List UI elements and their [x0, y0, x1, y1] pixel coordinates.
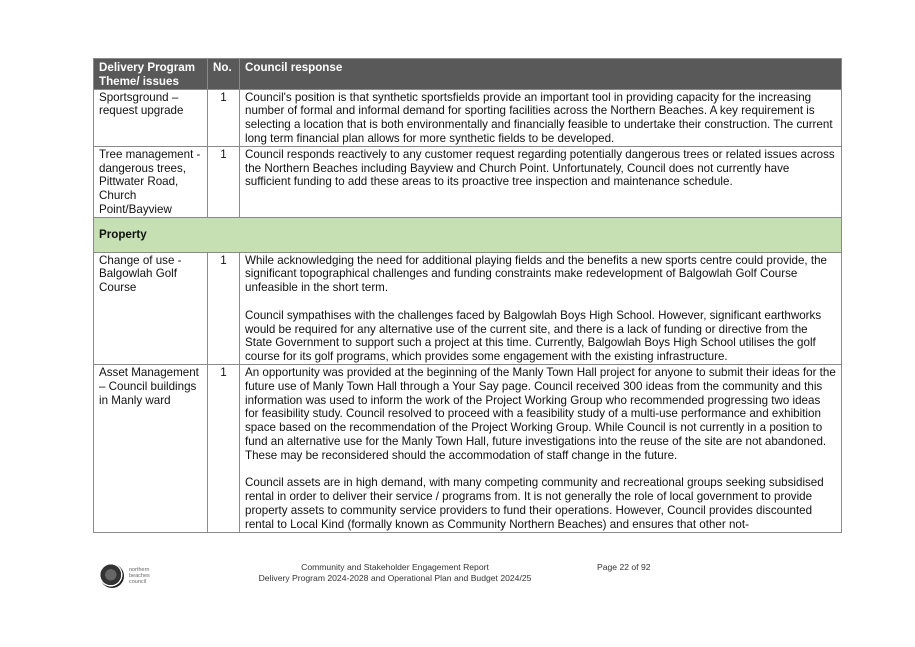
response-cell: [240, 89, 842, 146]
count-cell: 1: [208, 364, 240, 532]
table-row: [94, 364, 842, 532]
page-number: Page 22 of 92: [597, 562, 651, 572]
count-cell: 1: [208, 146, 240, 217]
response-paragraph: An opportunity was provided at the beginning of the Manly Town Hall project for anyone to submit their ideas for the future use of Manly Town Hall through a Your Say page. Council received 300 ideas from the community and this information was used to inform the work of the Project Working Group who recommended progressing two ideas for feasibility study. Council resolved to proceed with a feasibility study of a multi-use performance and exhibition space based on the recommendation of the Project Working Group. While Council is not currently in a position to fund an alternative use for the Manly Town Hall, future investigations into the reuse of the site are not abandoned. These may be reconsidered should the accommodation of staff change in the future.: [245, 365, 836, 462]
page-footer: [0, 562, 915, 592]
council-response-table: [93, 58, 842, 533]
response-paragraph: Council sympathises with the challenges faced by Balgowlah Boys High School. However, significant earthworks would be required for any alternative use of the current site, and there is a lack of funding or directive from the State Government to support such a project at this time. Currently, Balgowlah Boys High School utilises the golf course for its golf programs, which provides some engagement with the existing infrastructure.: [245, 308, 822, 364]
header-response: Council response: [240, 59, 842, 90]
response-paragraph: While acknowledging the need for additional playing fields and the benefits a new sports centre could provide, the significant topographical challenges and funding constraints make redevelopment of Balgowlah Golf Course unfeasible in the short term.: [245, 253, 827, 295]
logo-text: northern beaches council: [129, 567, 150, 586]
footer-title: [250, 562, 540, 583]
footer-title-line2: Delivery Program 2024-2028 and Operational Plan and Budget 2024/25: [258, 572, 532, 583]
theme-cell: Tree management - dangerous trees, Pittwater Road, Church Point/Bayview: [94, 146, 208, 217]
header-no: No.: [208, 59, 240, 90]
table-header-row: [94, 59, 842, 90]
table-row: [94, 252, 842, 364]
response-paragraph: Council responds reactively to any customer request regarding potentially dangerous trees or related issues across the Northern Beaches including Bayview and Church Point. Unfortunately, Council does not currently have sufficient funding to add these areas to its proactive tree inspection and maintenance schedule.: [245, 147, 835, 189]
header-theme: Delivery Program Theme/ issues: [94, 59, 208, 90]
northern-beaches-council-logo-icon: [100, 564, 124, 588]
response-paragraph: Council's position is that synthetic sportsfields provide an important tool in providing capacity for the increasing number of formal and informal demand for sporting facilities across the Northern Beaches. A key requirement is selecting a location that is both environmentally and financially feasible to undertake their construction. The current long term financial plan allows for more synthetic fields to be developed.: [245, 90, 833, 145]
response-cell: [240, 146, 842, 217]
response-cell: [240, 252, 842, 364]
section-row-property: [94, 217, 842, 252]
response-paragraph: Council assets are in high demand, with many competing community and recreational groups seeking subsidised rental in order to deliver their service / programs from. It is not generally the role of local government to provide property assets to community service providers to fund their operations. However, Council provides discounted rental to Local Kind (formally known as Community Northern Beaches) and ensures that other not-: [245, 476, 824, 531]
table-row: [94, 146, 842, 217]
section-label: Property: [94, 217, 842, 252]
count-cell: 1: [208, 89, 240, 146]
council-logo: [100, 564, 156, 590]
response-cell: [240, 364, 842, 532]
table-row: [94, 89, 842, 146]
theme-cell: Change of use - Balgowlah Golf Course: [94, 252, 208, 364]
theme-cell: Sportsground – request upgrade: [94, 89, 208, 146]
theme-cell: Asset Management – Council buildings in Manly ward: [94, 364, 208, 532]
footer-title-line1: Community and Stakeholder Engagement Report: [301, 562, 489, 572]
count-cell: 1: [208, 252, 240, 364]
